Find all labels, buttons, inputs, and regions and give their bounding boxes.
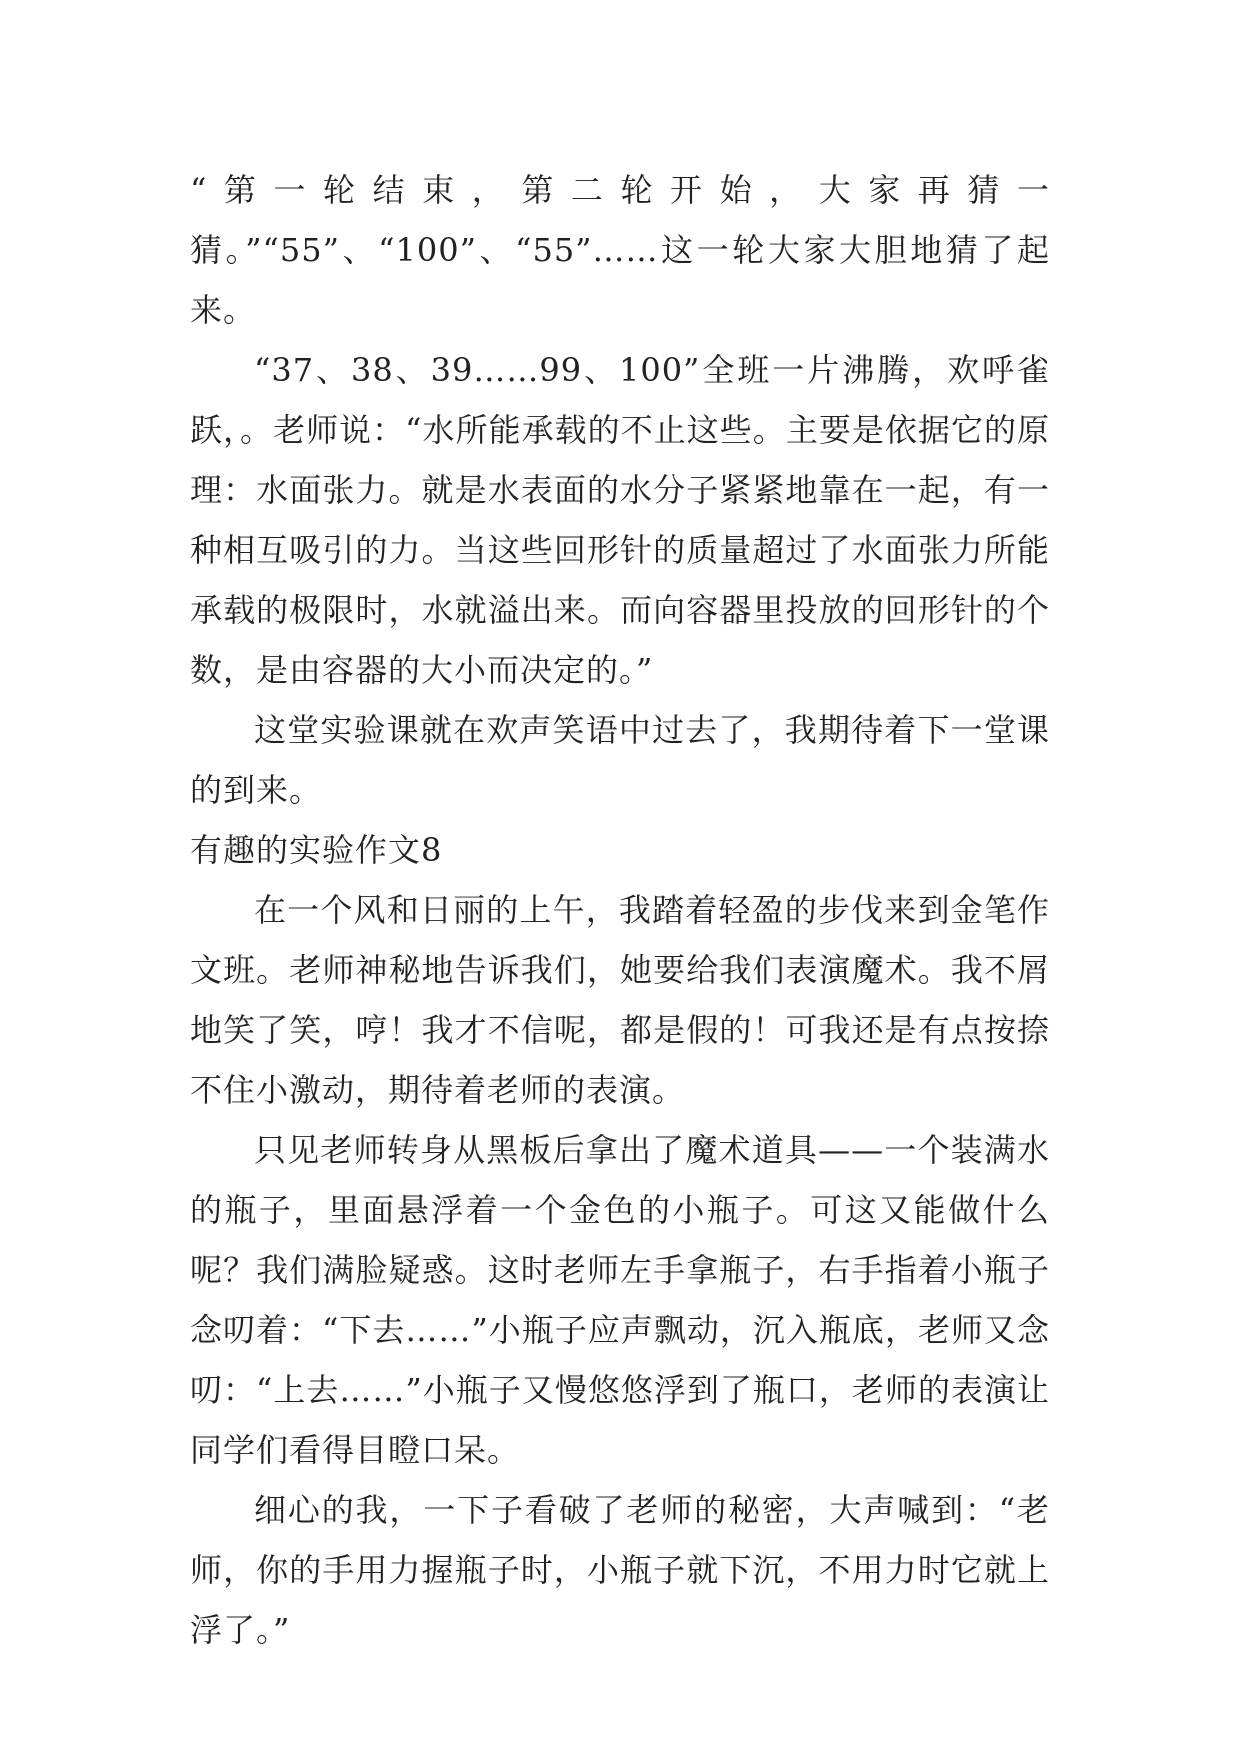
paragraph: “第一轮结束，第二轮开始，大家再猜一猜。”“55”、“100”、“55”……这一轮大家大胆地猜了起来。 <box>190 171 1050 329</box>
paragraph: 只见老师转身从黑板后拿出了魔术道具——一个装满水的瓶子，里面悬浮着一个金色的小瓶子。可这又能做什么呢？我们满脸疑惑。这时老师左手拿瓶子，右手指着小瓶子念叨着：“下去……”小瓶子应声飘动，沉入瓶底，老师又念叨：“上去……”小瓶子又慢悠悠浮到了瓶口，老师的表演让同学们看得目瞪口呆。 <box>190 1131 1050 1469</box>
section-title: 有趣的实验作文8 <box>190 831 443 869</box>
paragraph: 这堂实验课就在欢声笑语中过去了，我期待着下一堂课的到来。 <box>190 711 1050 809</box>
paragraph: 细心的我，一下子看破了老师的秘密，大声喊到：“老师，你的手用力握瓶子时，小瓶子就下沉，不用力时它就上浮了。” <box>190 1491 1050 1649</box>
paragraph: 在一个风和日丽的上午，我踏着轻盈的步伐来到金笔作文班。老师神秘地告诉我们，她要给我们表演魔术。我不屑地笑了笑，哼！我才不信呢，都是假的！可我还是有点按捺不住小激动，期待着老师的表演。 <box>190 891 1050 1109</box>
paragraph: “37、38、39……99、100”全班一片沸腾，欢呼雀跃，。老师说：“水所能承载的不止这些。主要是依据它的原理：水面张力。就是水表面的水分子紧紧地靠在一起，有一种相互吸引的力。当这些回形针的质量超过了水面张力所能承载的极限时，水就溢出来。而向容器里投放的回形针的个数，是由容器的大小而决定的。” <box>190 351 1050 689</box>
document-body <box>190 160 1050 1660</box>
